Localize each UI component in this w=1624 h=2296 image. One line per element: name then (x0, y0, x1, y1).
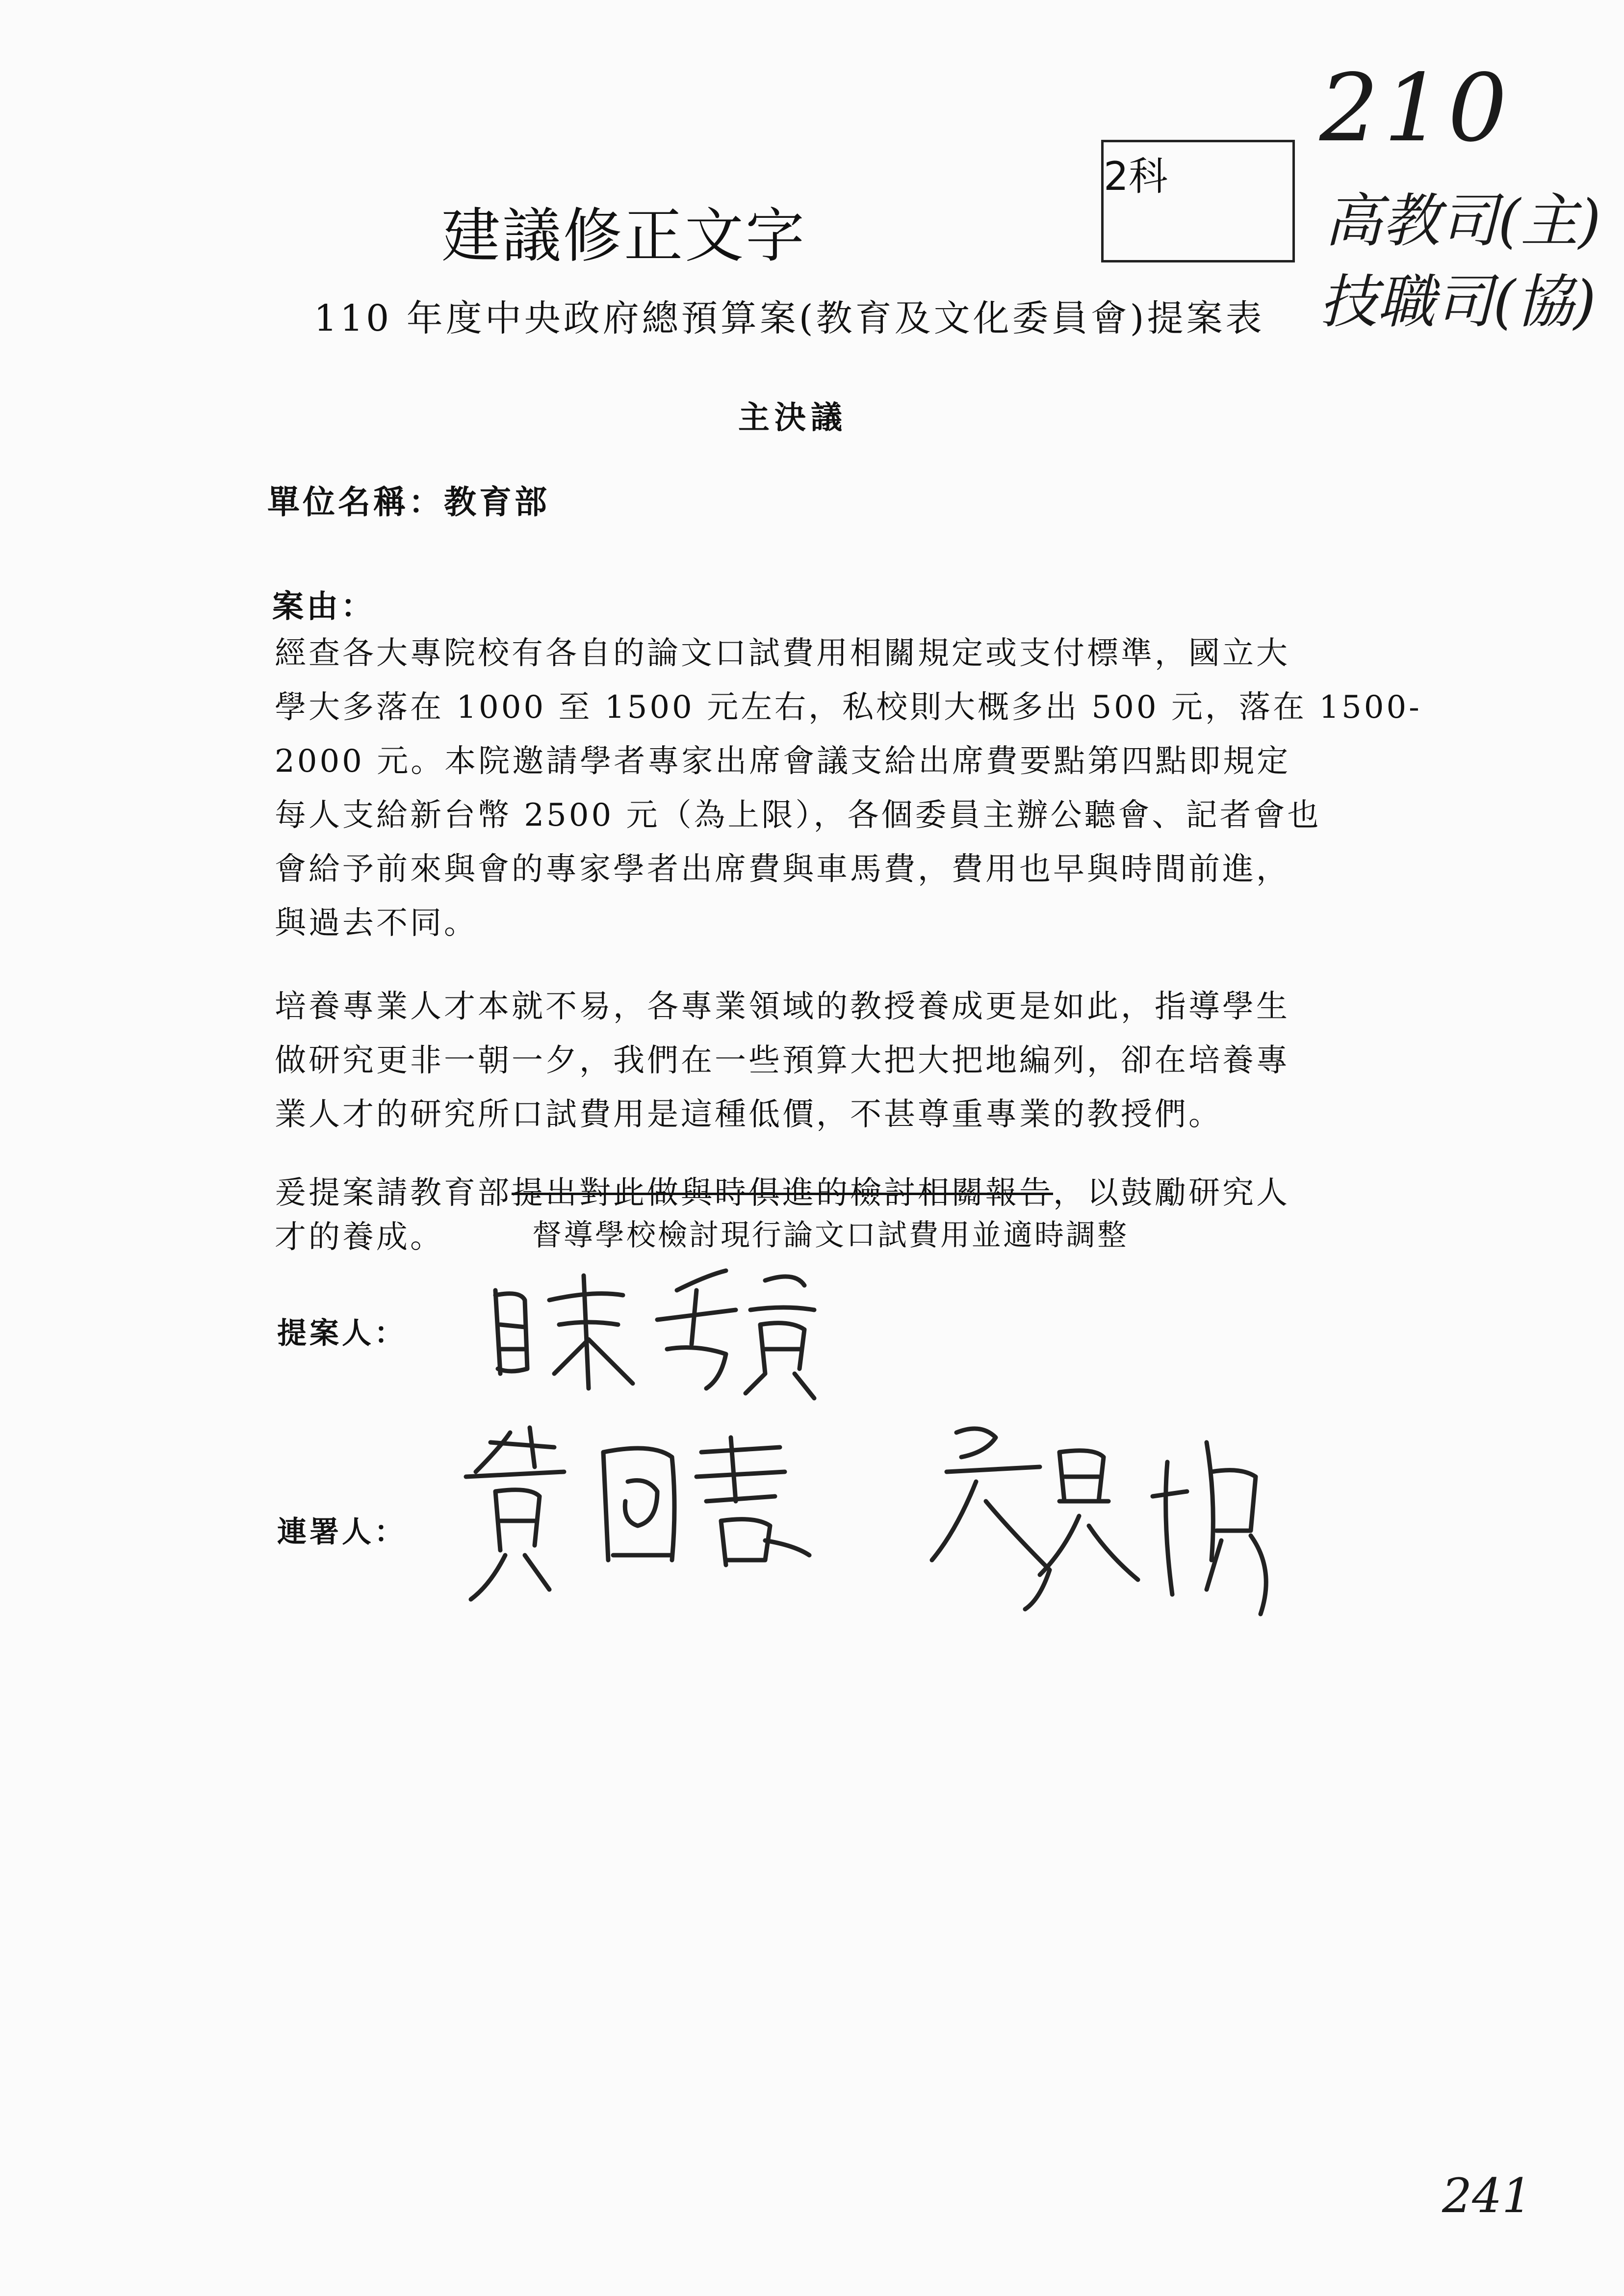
handwritten-note-line-1: 高教司(主) (1324, 187, 1601, 255)
cosigner-signature-2 (932, 1429, 1266, 1614)
reason-line: 學大多落在 1000 至 1500 元左右，私校則大概多出 500 元，落在 1500- (275, 689, 1422, 726)
reason-line: 經查各大專院校有各自的論文口試費用相關規定或支付標準，國立大 (275, 635, 1290, 672)
reason-line: 2000 元。本院邀請學者專家出席會議支給出席費要點第四點即規定 (275, 743, 1291, 780)
struck-text: 提出對此做與時俱進的檢討相關報告 (512, 1175, 1053, 1211)
handwritten-number: 210 (1319, 54, 1512, 162)
proposer-signature (495, 1271, 814, 1398)
stamp-label: 2科 (1104, 154, 1168, 199)
unit-name: 單位名稱：教育部 (267, 483, 550, 521)
section-title: 主決議 (738, 399, 847, 436)
cosigner-signature-1 (466, 1428, 809, 1599)
closing-prefix: 爰提案請教育部 (275, 1175, 512, 1211)
page-number: 241 (1442, 2168, 1532, 2223)
reason-line: 每人支給新台幣 2500 元（為上限），各個委員主辦公聽會、記者會也 (275, 797, 1321, 834)
proposer-label: 提案人： (277, 1316, 407, 1351)
reason-line: 與過去不同。 (275, 905, 478, 941)
reason-closing-line (275, 1168, 1290, 1213)
handwritten-note-line-2: 技職司(協) (1319, 268, 1597, 336)
reason-closing-line-2: 才的養成。 (275, 1219, 444, 1255)
form-title: 110 年度中央政府總預算案(教育及文化委員會)提案表 (314, 297, 1265, 339)
closing-suffix: ，以鼓勵研究人 (1053, 1175, 1290, 1211)
page-heading: 建議修正文字 (441, 202, 806, 270)
reason-line: 會給予前來與會的專家學者出席費與車馬費，費用也早與時間前進， (275, 851, 1290, 887)
reason-line: 培養專業人才本就不易，各專業領域的教授養成更是如此，指導學生 (275, 989, 1290, 1025)
correction-text: 督導學校檢討現行論文口試費用並適時調整 (532, 1218, 1129, 1252)
reason-label: 案由： (272, 588, 375, 625)
reason-line: 做研究更非一朝一夕，我們在一些預算大把大把地編列，卻在培養專 (275, 1043, 1290, 1079)
cosigner-label: 連署人： (277, 1515, 407, 1549)
reason-line: 業人才的研究所口試費用是這種低價，不甚尊重專業的教授們。 (275, 1096, 1222, 1133)
